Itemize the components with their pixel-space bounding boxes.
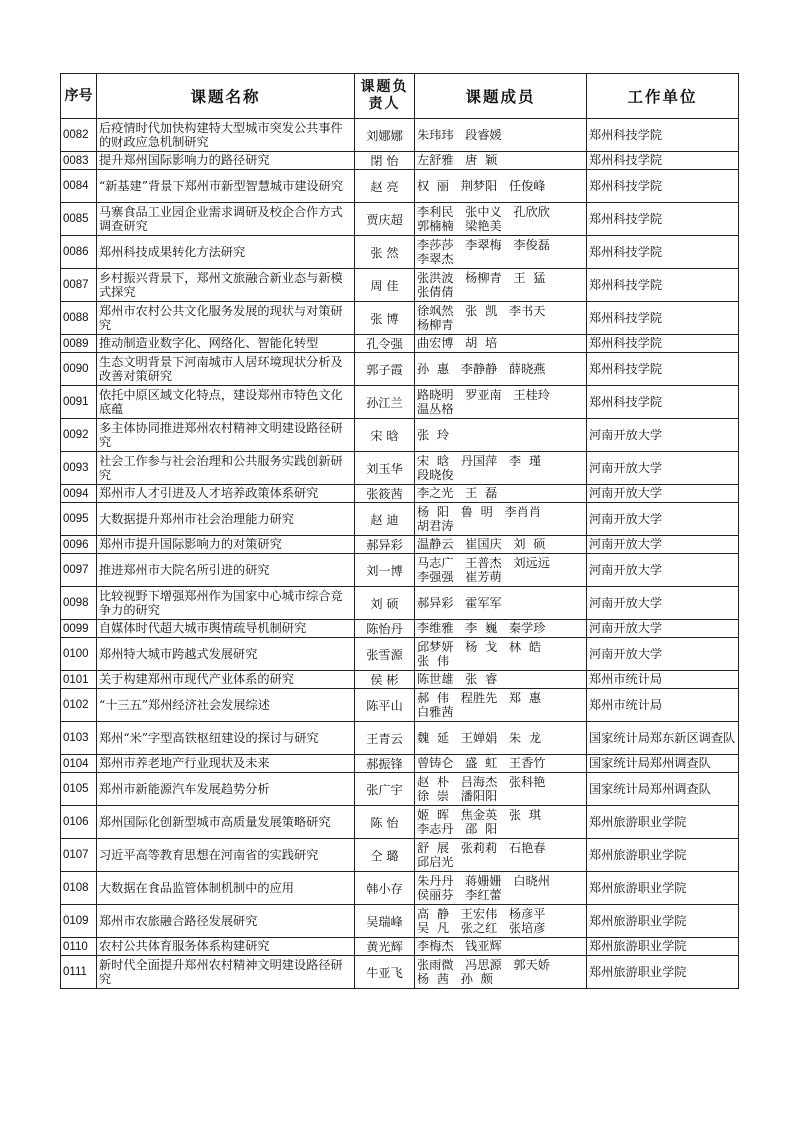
row-project-title: 郑州市农旅融合路径发展研究 xyxy=(97,905,355,938)
row-project-leader: 刘 硕 xyxy=(355,587,415,620)
row-project-members: 朱玮玮 段睿媛 xyxy=(415,119,587,152)
row-project-members: 李利民 张中义 孔欣欣 郭楠楠 梁艳美 xyxy=(415,203,587,236)
table-row xyxy=(61,353,739,386)
row-project-members: 李维雅 李 巍 秦学珍 xyxy=(415,620,587,638)
row-project-title: 乡村振兴背景下，郑州文旅融合新业态与新模式探究 xyxy=(97,269,355,302)
row-serial-number: 0104 xyxy=(61,755,97,773)
table-row xyxy=(61,302,739,335)
row-work-unit: 国家统计局郑东新区调查队 xyxy=(587,722,739,755)
row-work-unit: 郑州旅游职业学院 xyxy=(587,905,739,938)
row-serial-number: 0105 xyxy=(61,773,97,806)
row-serial-number: 0093 xyxy=(61,452,97,485)
table-row xyxy=(61,419,739,452)
row-project-leader: 刘一博 xyxy=(355,554,415,587)
row-serial-number: 0097 xyxy=(61,554,97,587)
row-project-title: 推动制造业数字化、网络化、智能化转型 xyxy=(97,335,355,353)
row-project-leader: 閉 怡 xyxy=(355,152,415,170)
table-row xyxy=(61,689,739,722)
row-serial-number: 0099 xyxy=(61,620,97,638)
row-serial-number: 0088 xyxy=(61,302,97,335)
row-project-members: 郝 伟 程胜先 郑 惠 白雅茜 xyxy=(415,689,587,722)
row-project-leader: 刘娜娜 xyxy=(355,119,415,152)
row-serial-number: 0106 xyxy=(61,806,97,839)
row-serial-number: 0085 xyxy=(61,203,97,236)
row-project-members: 李梅杰 钱亚辉 xyxy=(415,938,587,956)
row-project-leader: 张筱茜 xyxy=(355,485,415,503)
row-project-leader: 赵 迪 xyxy=(355,503,415,536)
header-project-leader: 课题负责人 xyxy=(355,74,415,119)
row-work-unit: 河南开放大学 xyxy=(587,638,739,671)
row-serial-number: 0107 xyxy=(61,839,97,872)
row-project-leader: 贾庆超 xyxy=(355,203,415,236)
row-project-title: 提升郑州国际影响力的路径研究 xyxy=(97,152,355,170)
table-row xyxy=(61,119,739,152)
table-row xyxy=(61,152,739,170)
row-project-leader: 郝异彩 xyxy=(355,536,415,554)
row-serial-number: 0087 xyxy=(61,269,97,302)
row-project-title: “新基建”背景下郑州市新型智慧城市建设研究 xyxy=(97,170,355,203)
row-project-members: 邱梦妍 杨 戈 林 皓 张 伟 xyxy=(415,638,587,671)
table-row xyxy=(61,335,739,353)
row-serial-number: 0091 xyxy=(61,386,97,419)
table-row xyxy=(61,452,739,485)
table-row xyxy=(61,638,739,671)
row-project-title: 关于构建郑州市现代产业体系的研究 xyxy=(97,671,355,689)
row-serial-number: 0089 xyxy=(61,335,97,353)
table-row xyxy=(61,905,739,938)
row-work-unit: 郑州科技学院 xyxy=(587,203,739,236)
row-project-leader: 陈怡丹 xyxy=(355,620,415,638)
row-work-unit: 河南开放大学 xyxy=(587,452,739,485)
header-work-unit: 工作单位 xyxy=(587,74,739,119)
row-project-title: 后疫情时代加快构建特大型城市突发公共事件的财政应急机制研究 xyxy=(97,119,355,152)
row-project-members: 魏 延 王婵娟 朱 龙 xyxy=(415,722,587,755)
table-row xyxy=(61,755,739,773)
row-project-leader: 刘玉华 xyxy=(355,452,415,485)
row-project-leader: 仝 璐 xyxy=(355,839,415,872)
table-row xyxy=(61,839,739,872)
row-project-leader: 黄光辉 xyxy=(355,938,415,956)
row-serial-number: 0103 xyxy=(61,722,97,755)
row-project-leader: 孔令强 xyxy=(355,335,415,353)
row-project-title: 习近平高等教育思想在河南省的实践研究 xyxy=(97,839,355,872)
table-row xyxy=(61,620,739,638)
row-work-unit: 国家统计局郑州调查队 xyxy=(587,773,739,806)
table-row xyxy=(61,203,739,236)
row-project-leader: 张 博 xyxy=(355,302,415,335)
row-project-members: 孙 惠 李静静 薛晓燕 xyxy=(415,353,587,386)
row-project-title: 郑州国际化创新型城市高质量发展策略研究 xyxy=(97,806,355,839)
row-project-title: 郑州科技成果转化方法研究 xyxy=(97,236,355,269)
row-project-title: 自媒体时代超大城市舆情疏导机制研究 xyxy=(97,620,355,638)
row-project-members: 左舒雅 唐 颖 xyxy=(415,152,587,170)
row-serial-number: 0111 xyxy=(61,956,97,989)
row-project-leader: 周 佳 xyxy=(355,269,415,302)
row-project-title: “十三五”郑州经济社会发展综述 xyxy=(97,689,355,722)
header-project-title: 课题名称 xyxy=(97,74,355,119)
row-serial-number: 0084 xyxy=(61,170,97,203)
table-row xyxy=(61,485,739,503)
row-work-unit: 郑州科技学院 xyxy=(587,386,739,419)
row-serial-number: 0102 xyxy=(61,689,97,722)
row-work-unit: 郑州市统计局 xyxy=(587,671,739,689)
row-work-unit: 郑州旅游职业学院 xyxy=(587,839,739,872)
row-project-leader: 陈 怡 xyxy=(355,806,415,839)
row-serial-number: 0092 xyxy=(61,419,97,452)
row-project-members: 张雨微 冯思源 郭天娇 杨 茜 孙 颇 xyxy=(415,956,587,989)
row-project-members: 李莎莎 李翠梅 李俊磊 李翠杰 xyxy=(415,236,587,269)
row-project-leader: 陈平山 xyxy=(355,689,415,722)
row-project-title: 多主体协同推进郑州农村精神文明建设路径研究 xyxy=(97,419,355,452)
row-serial-number: 0096 xyxy=(61,536,97,554)
row-work-unit: 郑州科技学院 xyxy=(587,170,739,203)
row-project-leader: 张广宇 xyxy=(355,773,415,806)
row-project-leader: 吴瑞峰 xyxy=(355,905,415,938)
row-project-members: 路晓明 罗亚南 王桂玲 温丛格 xyxy=(415,386,587,419)
row-work-unit: 国家统计局郑州调查队 xyxy=(587,755,739,773)
row-serial-number: 0098 xyxy=(61,587,97,620)
row-project-title: 新时代全面提升郑州农村精神文明建设路径研究 xyxy=(97,956,355,989)
row-project-title: 郑州市提升国际影响力的对策研究 xyxy=(97,536,355,554)
row-project-leader: 赵 亮 xyxy=(355,170,415,203)
row-project-title: 郑州市新能源汽车发展趋势分析 xyxy=(97,773,355,806)
row-project-members: 马志广 王普杰 刘远远 李强强 崔芳萌 xyxy=(415,554,587,587)
row-project-members: 徐飒然 张 凯 李书天 杨柳青 xyxy=(415,302,587,335)
table-row xyxy=(61,554,739,587)
row-project-title: 比较视野下增强郑州作为国家中心城市综合竞争力的研究 xyxy=(97,587,355,620)
table-row xyxy=(61,587,739,620)
row-project-members: 陈世雄 张 睿 xyxy=(415,671,587,689)
table-row xyxy=(61,503,739,536)
row-serial-number: 0083 xyxy=(61,152,97,170)
row-project-members: 权 丽 荆梦阳 任俊峰 xyxy=(415,170,587,203)
project-table xyxy=(60,73,739,989)
row-work-unit: 河南开放大学 xyxy=(587,536,739,554)
row-project-members: 张洪波 杨柳青 王 猛 张倩倩 xyxy=(415,269,587,302)
row-project-title: 大数据提升郑州市社会治理能力研究 xyxy=(97,503,355,536)
row-project-leader: 张雪源 xyxy=(355,638,415,671)
table-row xyxy=(61,671,739,689)
row-project-members: 宋 晗 丹国萍 李 瑾 段晓俊 xyxy=(415,452,587,485)
row-work-unit: 郑州科技学院 xyxy=(587,236,739,269)
table-row xyxy=(61,956,739,989)
row-project-leader: 韩小存 xyxy=(355,872,415,905)
row-project-leader: 侯 彬 xyxy=(355,671,415,689)
row-project-title: 依托中原区域文化特点，建设郑州市特色文化底蕴 xyxy=(97,386,355,419)
row-work-unit: 郑州旅游职业学院 xyxy=(587,872,739,905)
row-work-unit: 河南开放大学 xyxy=(587,485,739,503)
row-project-members: 朱丹丹 蒋姗姗 白晓州 侯丽芬 李红蕾 xyxy=(415,872,587,905)
row-work-unit: 郑州旅游职业学院 xyxy=(587,806,739,839)
row-project-members: 杨 阳 鲁 明 李肖肖 胡君涛 xyxy=(415,503,587,536)
row-project-leader: 郭子霞 xyxy=(355,353,415,386)
table-row xyxy=(61,236,739,269)
row-project-title: 郑州“米”字型高铁枢纽建设的探讨与研究 xyxy=(97,722,355,755)
row-serial-number: 0094 xyxy=(61,485,97,503)
table-row xyxy=(61,269,739,302)
row-work-unit: 郑州旅游职业学院 xyxy=(587,938,739,956)
row-serial-number: 0090 xyxy=(61,353,97,386)
row-project-members: 赵 朴 吕海杰 张科艳 徐 崇 潘阳阳 xyxy=(415,773,587,806)
row-project-leader: 郝振锋 xyxy=(355,755,415,773)
row-project-title: 大数据在食品监管体制机制中的应用 xyxy=(97,872,355,905)
row-work-unit: 河南开放大学 xyxy=(587,419,739,452)
table-body xyxy=(61,119,739,989)
row-project-title: 生态文明背景下河南城市人居环境现状分析及改善对策研究 xyxy=(97,353,355,386)
row-work-unit: 河南开放大学 xyxy=(587,620,739,638)
row-serial-number: 0108 xyxy=(61,872,97,905)
row-project-leader: 王青云 xyxy=(355,722,415,755)
row-project-leader: 牛亚飞 xyxy=(355,956,415,989)
row-project-title: 郑州市农村公共文化服务发展的现状与对策研究 xyxy=(97,302,355,335)
row-project-members: 姬 晖 焦金英 张 琪 李志丹 邵 阳 xyxy=(415,806,587,839)
row-project-members: 张 玲 xyxy=(415,419,587,452)
row-project-members: 曾铸仑 盛 虹 王香竹 xyxy=(415,755,587,773)
row-project-members: 舒 展 张莉莉 石艳春 邱启光 xyxy=(415,839,587,872)
header-project-members: 课题成员 xyxy=(415,74,587,119)
row-serial-number: 0101 xyxy=(61,671,97,689)
row-work-unit: 河南开放大学 xyxy=(587,587,739,620)
row-work-unit: 河南开放大学 xyxy=(587,554,739,587)
row-serial-number: 0110 xyxy=(61,938,97,956)
row-work-unit: 郑州科技学院 xyxy=(587,302,739,335)
row-project-title: 郑州市人才引进及人才培养政策体系研究 xyxy=(97,485,355,503)
table-row xyxy=(61,806,739,839)
row-work-unit: 河南开放大学 xyxy=(587,503,739,536)
row-project-title: 社会工作参与社会治理和公共服务实践创新研究 xyxy=(97,452,355,485)
row-project-title: 推进郑州市大院名所引进的研究 xyxy=(97,554,355,587)
row-project-leader: 张 然 xyxy=(355,236,415,269)
table-row xyxy=(61,938,739,956)
table-row xyxy=(61,170,739,203)
row-serial-number: 0109 xyxy=(61,905,97,938)
row-work-unit: 郑州科技学院 xyxy=(587,353,739,386)
row-project-members: 李之光 王 磊 xyxy=(415,485,587,503)
row-project-title: 郑州特大城市跨越式发展研究 xyxy=(97,638,355,671)
row-work-unit: 郑州科技学院 xyxy=(587,119,739,152)
row-project-title: 郑州市养老地产行业现状及未来 xyxy=(97,755,355,773)
row-project-leader: 孙江兰 xyxy=(355,386,415,419)
row-work-unit: 郑州科技学院 xyxy=(587,152,739,170)
row-work-unit: 郑州市统计局 xyxy=(587,689,739,722)
row-serial-number: 0082 xyxy=(61,119,97,152)
table-row xyxy=(61,536,739,554)
table-header-row xyxy=(61,74,739,119)
table-row xyxy=(61,773,739,806)
table-row xyxy=(61,722,739,755)
row-serial-number: 0086 xyxy=(61,236,97,269)
row-work-unit: 郑州旅游职业学院 xyxy=(587,956,739,989)
row-project-title: 农村公共体育服务体系构建研究 xyxy=(97,938,355,956)
table-row xyxy=(61,386,739,419)
row-serial-number: 0100 xyxy=(61,638,97,671)
row-project-title: 马寨食品工业园企业需求调研及校企合作方式调查研究 xyxy=(97,203,355,236)
row-project-members: 郝异彩 霍军军 xyxy=(415,587,587,620)
row-project-members: 曲宏博 胡 培 xyxy=(415,335,587,353)
row-project-members: 高 静 王宏伟 杨彦平 吴 凡 张之红 张培彦 xyxy=(415,905,587,938)
table-row xyxy=(61,872,739,905)
row-work-unit: 郑州科技学院 xyxy=(587,335,739,353)
row-work-unit: 郑州科技学院 xyxy=(587,269,739,302)
header-serial-number: 序号 xyxy=(61,74,97,119)
row-serial-number: 0095 xyxy=(61,503,97,536)
row-project-members: 温静云 崔国庆 刘 硕 xyxy=(415,536,587,554)
row-project-leader: 宋 晗 xyxy=(355,419,415,452)
